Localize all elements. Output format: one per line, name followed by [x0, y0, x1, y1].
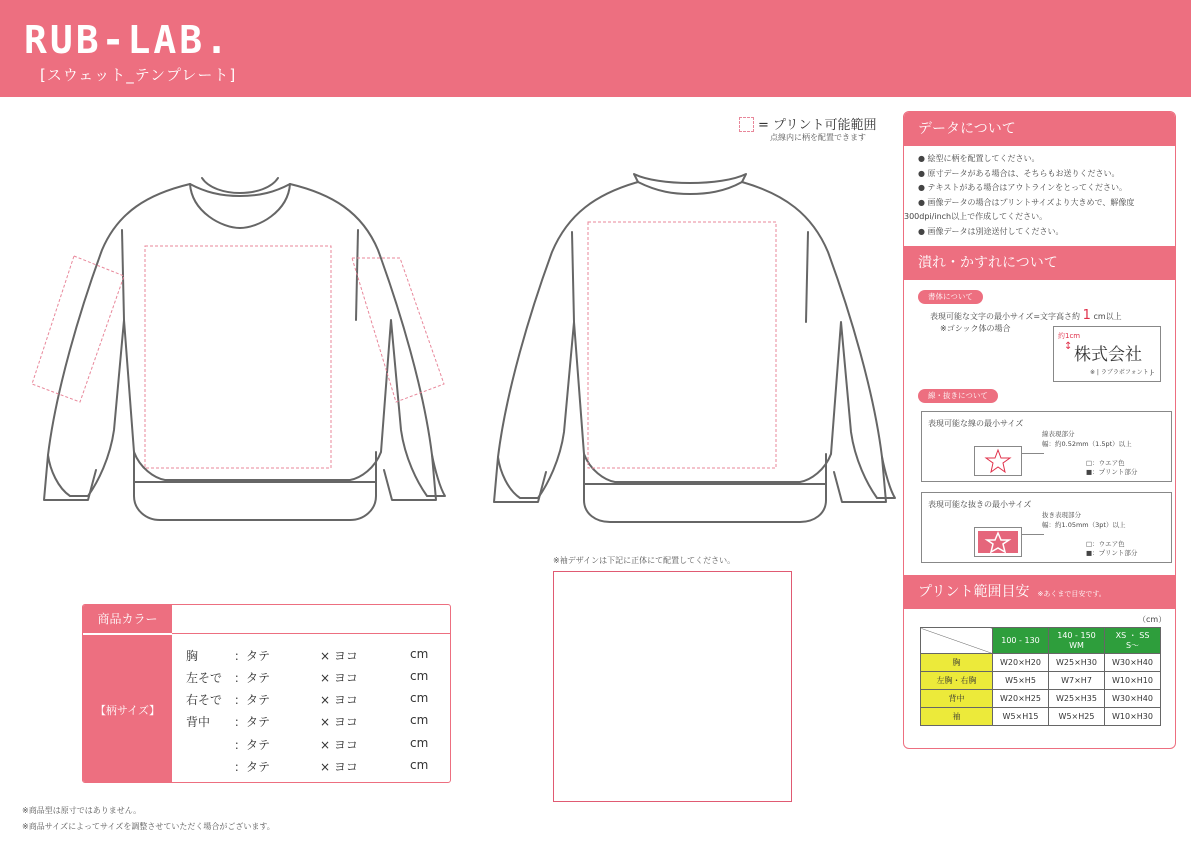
print-range-row-label: 袖: [921, 708, 993, 726]
print-range-row-label: 左胸・右胸: [921, 672, 993, 690]
print-area-legend-note: 点線内に柄を配置できます: [770, 133, 866, 142]
size-row: [172, 732, 451, 754]
logo: RUB-LAB.: [24, 18, 232, 62]
font-sample-measure: 約1cm: [1058, 332, 1081, 340]
data-guideline-item: ● 絵型に柄を配置してください。: [918, 154, 1040, 163]
size-row-width: × ヨコ: [320, 693, 358, 707]
min-knockout-box: [921, 492, 1172, 563]
size-row-height: ：タテ: [234, 760, 271, 774]
size-row-width: × ヨコ: [320, 649, 358, 663]
blur-section-title: 潰れ・かすれについて: [904, 246, 1176, 280]
print-range-title: プリント範囲目安: [918, 584, 1030, 600]
size-row: [172, 754, 451, 776]
print-range-corner-cell: [921, 628, 993, 654]
print-range-row-label: 胸: [921, 654, 993, 672]
min-line-width: 幅：約0.52mm（1.5pt）以上: [1042, 440, 1132, 448]
info-sidebar: [903, 111, 1176, 749]
sleeve-area-note: ※袖デザインは下記に正体にて配置してください。: [553, 556, 736, 565]
data-guideline-item: ● 原寸データがある場合は、そちらもお送りください。: [918, 168, 1120, 178]
min-knockout-title: 表現可能な抜きの最小サイズ: [928, 500, 1032, 509]
size-row-unit: cm: [410, 691, 429, 705]
design-size-label: 【柄サイズ】: [83, 635, 172, 783]
size-row-name: 背中: [186, 715, 211, 729]
size-row-width: × ヨコ: [320, 738, 358, 752]
data-guideline-item: ● 画像データは別途送付してください。: [918, 226, 1064, 236]
size-row-unit: cm: [410, 669, 429, 683]
min-line-desc: 線表現部分: [1042, 430, 1075, 438]
print-range-cell: W30×H40: [1105, 690, 1161, 708]
product-info-table: [82, 604, 451, 783]
footnote: ※商品サイズによってサイズを調整させていただく場合がございます。: [22, 822, 275, 831]
print-range-row: [921, 654, 1161, 672]
star-knockout-icon: [978, 531, 1018, 553]
font-sample-text: 株式会社: [1074, 345, 1142, 365]
min-knockout-width: 幅：約1.05mm（3pt）以上: [1042, 521, 1126, 529]
print-area-legend-label: = プリント可能範囲: [758, 118, 877, 133]
size-row: [172, 665, 451, 687]
font-pill: 書体について: [918, 290, 983, 304]
header-banner: [0, 0, 1191, 97]
size-row: [172, 687, 451, 709]
size-row: [172, 709, 451, 731]
size-row-height: ：タテ: [234, 693, 271, 707]
data-guidelines: [904, 152, 1135, 239]
min-knockout-legend-print: ■：プリント部分: [1086, 549, 1138, 557]
data-guideline-item: 300dpi/inch以上で作成してください。: [904, 212, 1048, 221]
min-knockout-sample: [974, 527, 1022, 557]
min-knockout-desc: 抜き表現部分: [1042, 511, 1081, 519]
size-row-unit: cm: [410, 647, 429, 661]
data-guideline-item: ● 画像データの場合はプリントサイズより大きめで、解像度: [918, 197, 1135, 207]
size-row-name: 胸: [186, 649, 199, 663]
print-range-cell: W20×H25: [993, 690, 1049, 708]
print-range-header-cell: 100 - 130: [993, 628, 1049, 654]
print-range-cell: W5×H15: [993, 708, 1049, 726]
min-line-box: [921, 411, 1172, 482]
size-row-width: × ヨコ: [320, 715, 358, 729]
print-range-cell: W30×H40: [1105, 654, 1161, 672]
size-row-width: × ヨコ: [320, 671, 358, 685]
print-area-legend-swatch: [739, 117, 754, 132]
print-range-cell: W7×H7: [1049, 672, 1105, 690]
print-range-row: [921, 708, 1161, 726]
print-range-cell: W10×H10: [1105, 672, 1161, 690]
product-color-label: 商品カラー: [83, 605, 172, 633]
font-min-size-number: 1: [1082, 308, 1091, 323]
min-line-title: 表現可能な線の最小サイズ: [928, 419, 1024, 428]
print-range-cell: W5×H25: [1049, 708, 1105, 726]
print-range-note: ※あくまで目安です。: [1037, 590, 1106, 598]
print-range-row-label: 背中: [921, 690, 993, 708]
font-sample-credit: ※ | ラブラボフォント J-: [1090, 369, 1155, 376]
size-row-height: ：タテ: [234, 649, 271, 663]
min-line-sample: [974, 446, 1022, 476]
product-color-divider: [172, 633, 451, 634]
sleeve-design-area: [553, 571, 792, 802]
font-min-size-text: [930, 308, 1122, 323]
font-min-size-text-b: cm以上: [1093, 312, 1122, 321]
size-row-width: × ヨコ: [320, 760, 358, 774]
sweatshirt-back: [488, 170, 908, 530]
sweatshirt-front: [30, 170, 450, 530]
star-outline-icon: [975, 447, 1021, 475]
print-range-unit: （cm）: [1138, 615, 1167, 624]
print-range-row: [921, 672, 1161, 690]
print-range-cell: W25×H35: [1049, 690, 1105, 708]
size-row-name: 左そで: [186, 671, 223, 685]
print-range-header-cell: 140 - 150 WM: [1049, 628, 1105, 654]
font-min-size-text-a: 表現可能な文字の最小サイズ=文字高さ約: [930, 312, 1081, 321]
print-range-cell: W25×H30: [1049, 654, 1105, 672]
size-row-name: 右そで: [186, 693, 223, 707]
size-row-height: ：タテ: [234, 715, 271, 729]
min-line-legend-print: ■：プリント部分: [1086, 468, 1138, 476]
min-knockout-legend-wear: □：ウエア色: [1086, 540, 1125, 548]
font-sample-box: [1053, 326, 1161, 382]
footnote: ※商品型は原寸ではありません。: [22, 806, 142, 815]
min-knockout-pointer: [1022, 534, 1044, 535]
print-range-table: [920, 627, 1161, 726]
data-section-title: データについて: [904, 112, 1176, 146]
font-note: ※ゴシック体の場合: [940, 324, 1011, 333]
size-row: [172, 643, 451, 665]
print-range-cell: W10×H30: [1105, 708, 1161, 726]
line-pill: 線・抜きについて: [918, 389, 998, 403]
size-row-height: ：タテ: [234, 738, 271, 752]
template-subtitle: [スウェット_テンプレート]: [40, 66, 237, 84]
size-row-unit: cm: [410, 736, 429, 750]
size-row-height: ：タテ: [234, 671, 271, 685]
min-line-legend-wear: □：ウエア色: [1086, 459, 1125, 467]
height-arrow-icon: ↕: [1064, 341, 1073, 352]
print-range-row: [921, 690, 1161, 708]
size-row-unit: cm: [410, 758, 429, 772]
print-range-cell: W5×H5: [993, 672, 1049, 690]
print-range-header-cell: XS ・ SS S〜: [1105, 628, 1161, 654]
min-line-pointer: [1022, 453, 1044, 454]
print-range-section-title: [904, 575, 1176, 609]
print-range-cell: W20×H20: [993, 654, 1049, 672]
data-guideline-item: ● テキストがある場合はアウトラインをとってください。: [918, 183, 1127, 192]
min-knockout-fill: [978, 531, 1018, 553]
print-range-header-row: [921, 628, 1161, 654]
size-row-unit: cm: [410, 713, 429, 727]
